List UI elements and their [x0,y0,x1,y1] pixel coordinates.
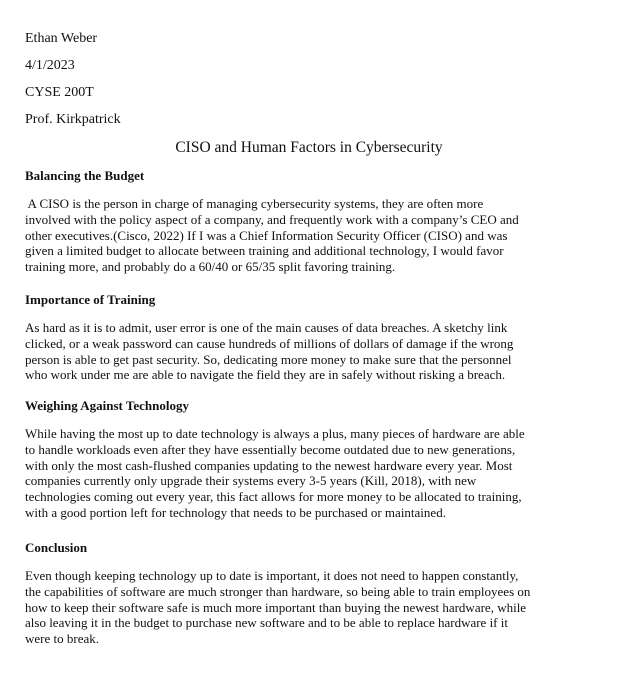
document-date: 4/1/2023 [25,58,75,73]
section-paragraph-conclusion [25,568,585,647]
paragraph-line: Even though keeping technology up to date is important, it does not need to happen constantly, [25,568,519,583]
section-heading-training: Importance of Training [25,292,156,307]
section-paragraph-technology [25,426,585,521]
paragraph-line: technologies coming out every year, this fact allows for more money to be allocated to training, [25,489,522,505]
paragraph-line: how to keep their software safe is much more important than buying the newest hardware, while [25,599,527,615]
paragraph-line: with only the most cash-flushed companies updating to the newest hardware every year. Most [25,457,513,473]
paragraph-line: companies currently only upgrade their systems every 3-5 years (Kill, 2018), with new [25,473,477,489]
paragraph-line: with a good portion left for technology that needs to be purchased or maintained. [25,504,446,520]
paragraph-line: to handle workloads even after they have essentially become outdated due to new generations, [25,441,516,457]
section-heading-technology: Weighing Against Technology [25,398,189,413]
paragraph-line: who work under me are able to navigate the field they are in safely without risking a breach. [25,367,506,383]
section-paragraph-training [25,320,585,383]
paragraph-line: While having the most up to date technology is always a plus, many pieces of hardware are able [25,426,525,441]
section-heading-conclusion: Conclusion [25,540,88,555]
paragraph-line: person is able to get past security. So, dedicating more money to make sure that the personnel [25,351,512,367]
section-heading-budget: Balancing the Budget [25,168,145,183]
document-title: CISO and Human Factors in Cybersecurity [175,139,443,156]
paragraph-line: training more, and probably do a 60/40 or 65/35 split favoring training. [25,259,396,275]
paragraph-line: other executives.(Cisco, 2022) If I was a Chief Information Security Officer (CISO) and was [25,227,508,243]
paragraph-line: were to break. [25,631,99,647]
professor-name: Prof. Kirkpatrick [25,112,121,127]
section-paragraph-budget [25,196,585,275]
paragraph-line: given a limited budget to allocate between training and additional technology, I would favor [25,243,504,259]
paragraph-line: involved with the policy aspect of a company, and frequently work with a company’s CEO and [25,211,519,227]
paragraph-line: A CISO is the person in charge of managing cybersecurity systems, they are often more [25,196,484,211]
paragraph-line: the capabilities of software are much stronger than hardware, so being able to train employees on [25,583,531,599]
author-name: Ethan Weber [25,31,98,46]
course-code: CYSE 200T [25,85,94,100]
paragraph-line: As hard as it is to admit, user error is one of the main causes of data breaches. A sketchy link [25,320,508,335]
paragraph-line: also leaving it in the budget to purchase new software and to be able to replace hardware if it [25,615,508,631]
paragraph-line: clicked, or a weak password can cause hundreds of millions of dollars of damage if the wrong [25,335,514,351]
